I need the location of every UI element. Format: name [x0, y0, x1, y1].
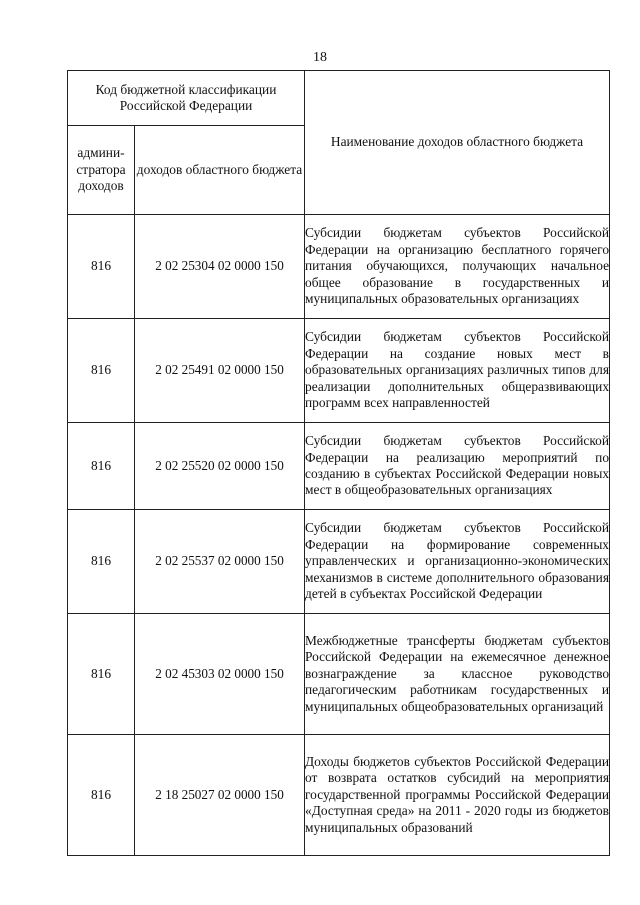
- admin-code-cell: 816: [68, 735, 135, 856]
- revenue-code-cell: 2 02 25304 02 0000 150: [135, 215, 305, 319]
- page-number: 18: [313, 50, 327, 65]
- table-row: [68, 735, 610, 856]
- revenue-code-cell: 2 02 45303 02 0000 150: [135, 614, 305, 735]
- revenue-code-cell: 2 18 25027 02 0000 150: [135, 735, 305, 856]
- admin-code-cell: 816: [68, 614, 135, 735]
- header-administrator: админи-стратора доходов: [68, 126, 135, 215]
- revenue-name-cell: Доходы бюджетов субъектов Российской Федерации от возврата остатков субсидий на мероприятия государственной программы Российской Федерации «Доступная среда» на 2011 - 2020 годы из бюджетов муниципальных образований: [305, 735, 610, 856]
- revenue-name-cell: Субсидии бюджетам субъектов Российской Федерации на реализацию мероприятий по созданию в субъектах Российской Федерации новых мест в общеобразовательных организациях: [305, 423, 610, 510]
- revenue-classification-table: [67, 70, 610, 856]
- admin-code-cell: 816: [68, 215, 135, 319]
- admin-code-cell: 816: [68, 319, 135, 423]
- revenue-name-cell: Межбюджетные трансферты бюджетам субъектов Российской Федерации на ежемесячное денежное вознаграждение за классное руководство педагогическим работникам государственных и муниципальных общеобразовательных организаций: [305, 614, 610, 735]
- revenue-code-cell: 2 02 25520 02 0000 150: [135, 423, 305, 510]
- table-row: [68, 423, 610, 510]
- revenue-name-cell: Субсидии бюджетам субъектов Российской Федерации на создание новых мест в образовательных организациях различных типов для реализации дополнительных общеразвивающих программ всех направленностей: [305, 319, 610, 423]
- table-row: [68, 510, 610, 614]
- revenue-name-cell: Субсидии бюджетам субъектов Российской Федерации на организацию бесплатного горячего питания обучающихся, получающих начальное общее образование в государственных и муниципальных образовательных организациях: [305, 215, 610, 319]
- revenue-code-cell: 2 02 25491 02 0000 150: [135, 319, 305, 423]
- admin-code-cell: 816: [68, 423, 135, 510]
- revenue-name-cell: Субсидии бюджетам субъектов Российской Федерации на формирование современных управленческих и организационно-экономических механизмов в системе дополнительного образования детей в субъектах Российской Федерации: [305, 510, 610, 614]
- table-header-row: [68, 71, 610, 126]
- table-row: [68, 215, 610, 319]
- revenue-code-cell: 2 02 25537 02 0000 150: [135, 510, 305, 614]
- table-row: [68, 614, 610, 735]
- admin-code-cell: 816: [68, 510, 135, 614]
- header-classification: Код бюджетной классификации Российской Федерации: [68, 71, 305, 126]
- header-name: Наименование доходов областного бюджета: [305, 71, 610, 215]
- header-revenue: доходов областного бюджета: [135, 126, 305, 215]
- table-row: [68, 319, 610, 423]
